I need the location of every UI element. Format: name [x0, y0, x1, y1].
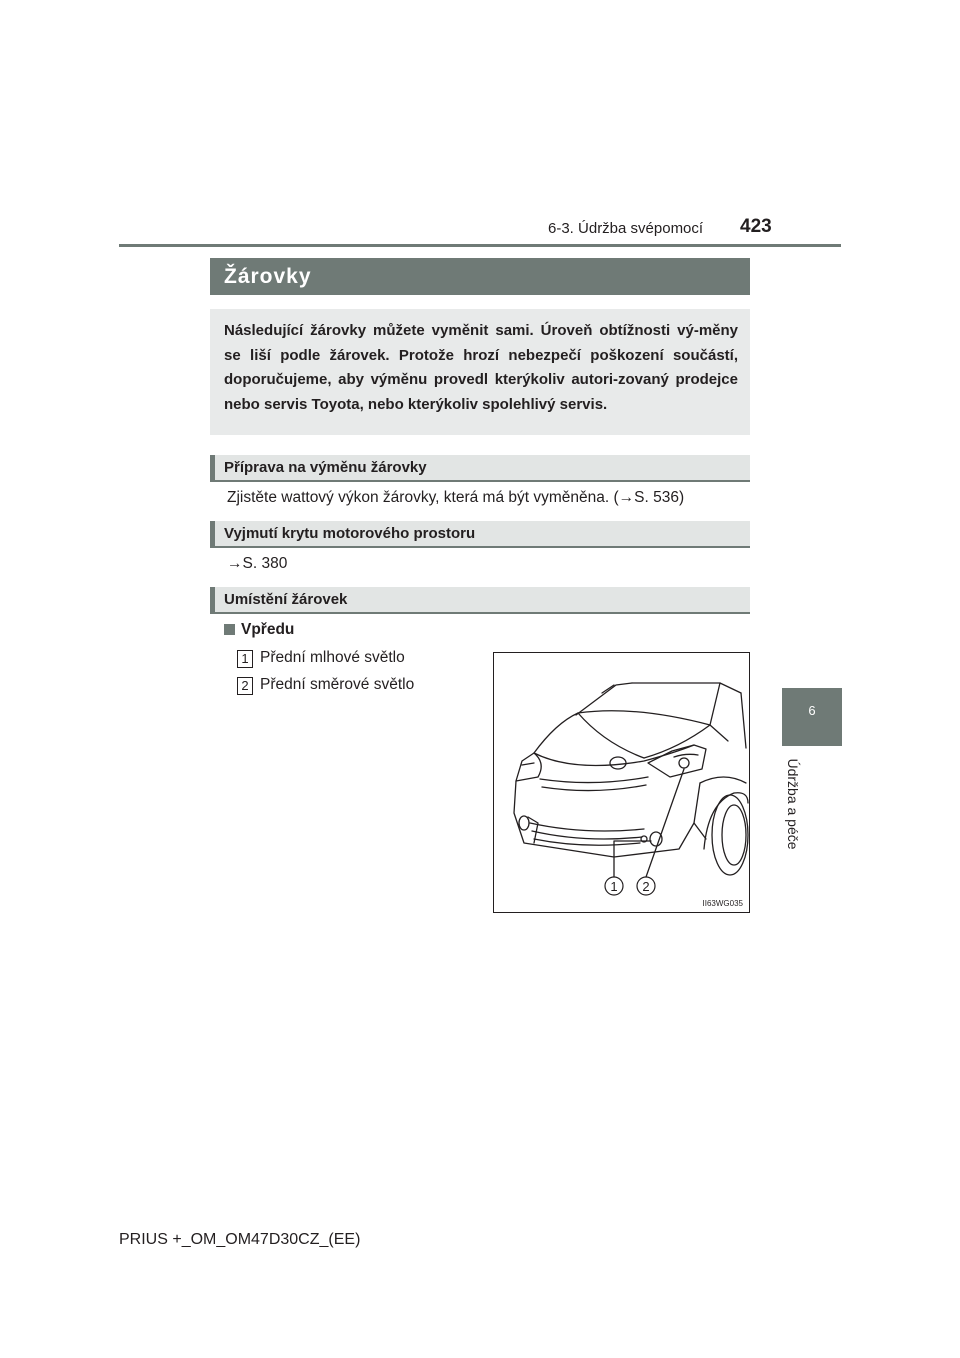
car-front-figure	[493, 652, 750, 913]
header-rule	[119, 244, 841, 247]
prep-text: Zjistěte wattový výkon žárovky, která má být vyměněna. (→S. 536)	[227, 489, 685, 506]
item-label-1: Přední mlhové světlo	[260, 649, 405, 666]
item-label-2: Přední směrové světlo	[260, 676, 415, 693]
figure-code: II63WG035	[702, 899, 743, 908]
chapter-title: Údržba a péče	[785, 758, 801, 850]
item-number-1: 1	[237, 650, 253, 668]
heading-cover: Vyjmutí krytu motorového prostoru	[210, 521, 750, 548]
chapter-number: 6	[808, 703, 816, 718]
chapter-title-vertical	[770, 754, 816, 854]
intro-box: Následující žárovky můžete vyměnit sami. Úroveň obtížnosti vý-měny se liší podle žárovek. Protože hrozí nebezpečí poškození součástí, doporučujeme, aby výměnu provedl kterýkoliv autori-zovaný prodejce nebo servis Toyota, nebo kterýkoliv spolehlivý servis.	[210, 309, 750, 435]
page-title: Žárovky	[210, 258, 750, 295]
footer-doc-id: PRIUS +_OM_OM47D30CZ_(EE)	[119, 1231, 361, 1248]
car-front-illustration	[494, 653, 749, 912]
page-number: 423	[740, 216, 772, 237]
heading-location: Umístění žárovek	[210, 587, 750, 614]
location-subheading	[224, 621, 294, 639]
callout-1: 1	[610, 879, 618, 894]
item-number-2: 2	[237, 677, 253, 695]
callout-2: 2	[642, 879, 650, 894]
header-section-title: 6-3. Údržba svépomocí	[548, 220, 704, 237]
cover-text: →S. 380	[227, 555, 288, 572]
square-bullet-icon	[224, 624, 235, 635]
heading-prep: Příprava na výměnu žárovky	[210, 455, 750, 482]
subheading-label: Vpředu	[241, 621, 295, 638]
chapter-tab	[782, 688, 842, 746]
